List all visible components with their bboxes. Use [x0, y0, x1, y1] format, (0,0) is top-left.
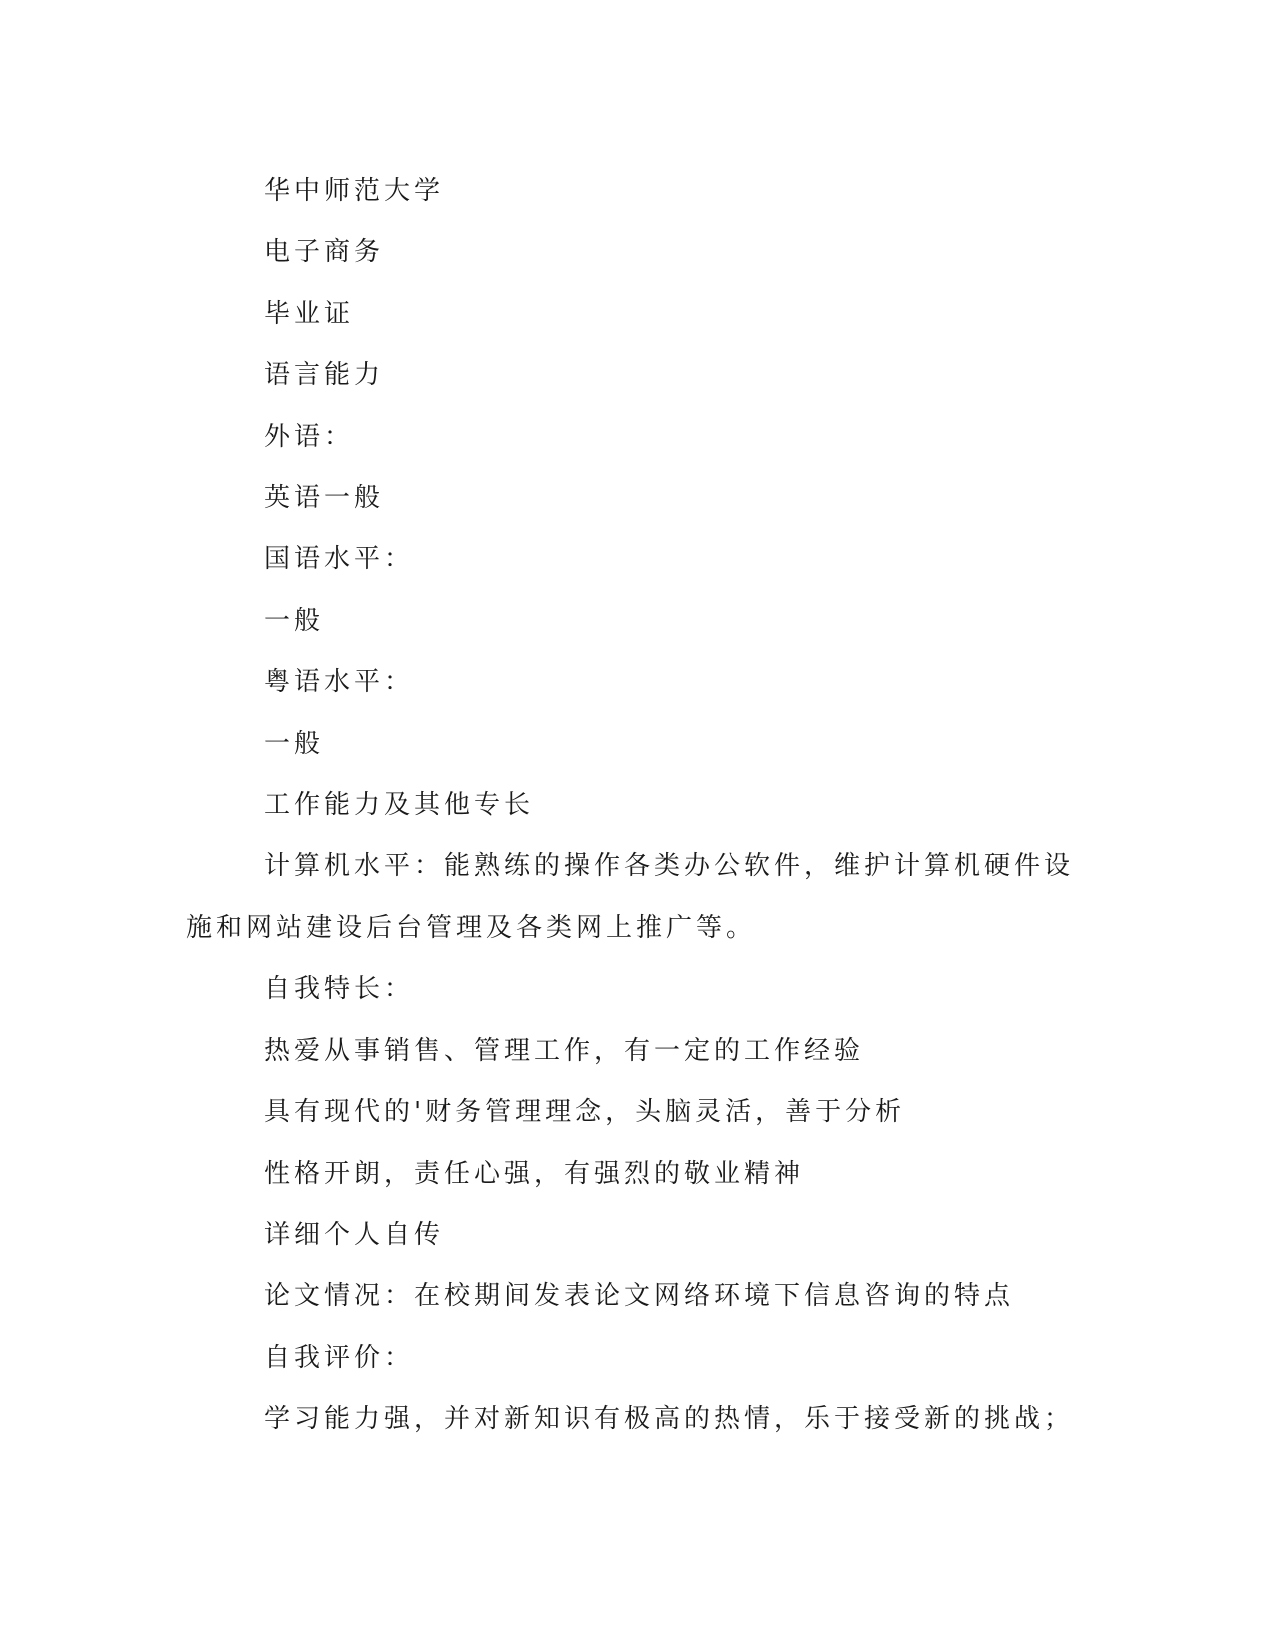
paragraph-major: 电子商务: [264, 237, 385, 268]
paragraph-cantonese-label: 粤语水平：: [264, 667, 415, 698]
paragraph-work-ability-heading: 工作能力及其他专长: [264, 790, 535, 821]
paragraph-cantonese-level: 一般: [264, 728, 325, 759]
paragraph-self-evaluation-label: 自我评价：: [264, 1342, 415, 1373]
paragraph-thesis: 论文情况：在校期间发表论文网络环境下信息咨询的特点: [264, 1281, 1015, 1312]
paragraph-autobiography-heading: 详细个人自传: [264, 1219, 445, 1250]
paragraph-strength-finance: 具有现代的'财务管理理念，头脑灵活，善于分析: [264, 1097, 906, 1128]
paragraph-strength-sales: 热爱从事销售、管理工作，有一定的工作经验: [264, 1035, 865, 1066]
paragraph-university: 华中师范大学: [264, 176, 445, 206]
paragraph-mandarin-label: 国语水平：: [264, 544, 415, 575]
paragraph-foreign-language-label: 外语：: [264, 421, 355, 452]
document-body: [186, 161, 1086, 1451]
paragraph-certificate: 毕业证: [264, 298, 355, 329]
paragraph-english-level: 英语一般: [264, 483, 385, 514]
paragraph-strengths-label: 自我特长：: [264, 974, 415, 1005]
paragraph-computer-skills: 计算机水平：能熟练的操作各类办公软件，维护计算机硬件设施和网站建设后台管理及各类网上推广等。: [186, 851, 1075, 943]
paragraph-self-evaluation-text: 学习能力强，并对新知识有极高的热情，乐于接受新的挑战；: [264, 1404, 1075, 1435]
paragraph-mandarin-level: 一般: [264, 605, 325, 636]
paragraph-language-ability-heading: 语言能力: [264, 360, 385, 391]
paragraph-strength-personality: 性格开朗，责任心强，有强烈的敬业精神: [264, 1158, 805, 1189]
